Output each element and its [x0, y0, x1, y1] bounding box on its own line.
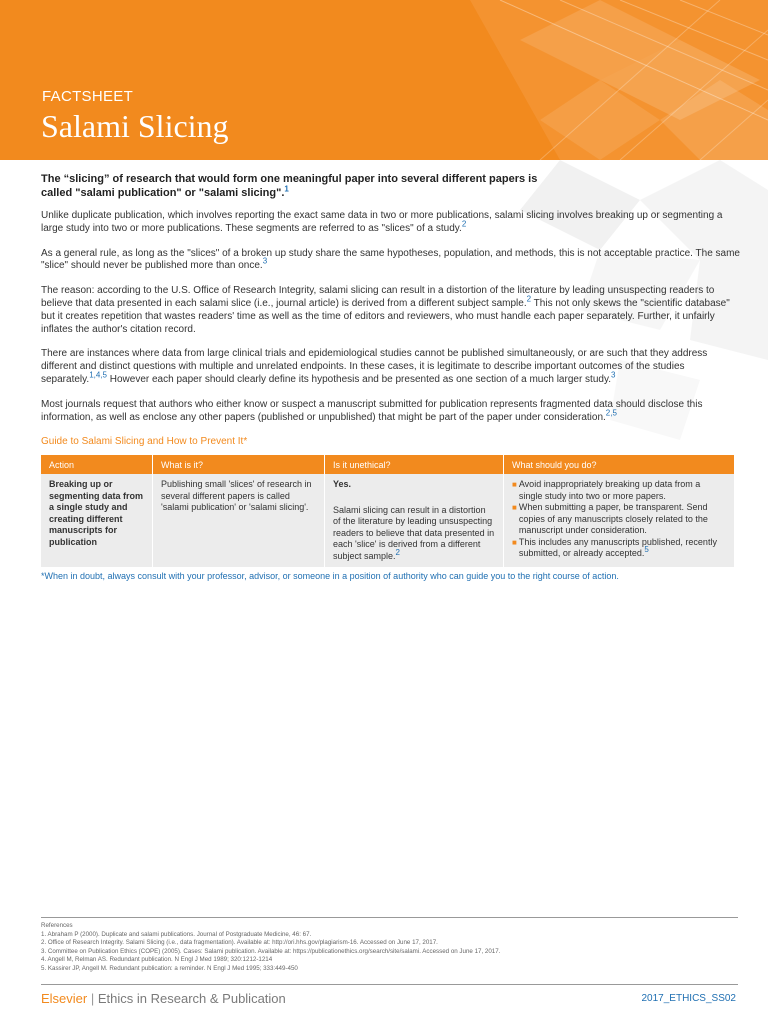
todo-item [512, 537, 726, 560]
paragraph [41, 399, 741, 425]
cell-action: Breaking up or segmenting data from a single study and creating different manuscripts for publication [41, 474, 153, 567]
citation-ref[interactable]: 1 [284, 184, 289, 194]
citation-ref[interactable]: 5 [644, 545, 649, 555]
guide-title: Guide to Salami Slicing and How to Prevent It* [41, 436, 248, 448]
todo-item [512, 479, 726, 502]
main-content [41, 172, 741, 581]
paragraph-text: However each paper should clearly define its hypothesis and be presented as one section of a much larger study. [106, 373, 611, 385]
page-footer [41, 984, 738, 1011]
citation-ref[interactable]: 2 [526, 294, 532, 304]
references-heading: References [41, 922, 73, 929]
citation-ref[interactable]: 3 [610, 370, 616, 380]
citation-ref[interactable]: 2 [461, 219, 467, 229]
square-bullet-icon: ■ [512, 480, 517, 490]
column-header-todo: What should you do? [504, 455, 735, 474]
guide-footnote: *When in doubt, always consult with your professor, advisor, or someone in a position of authority who can guide you to the right course of action. [41, 571, 619, 582]
paragraph-text: Most journals request that authors who either know or suspect a manuscript submitted for publication represents fragmented data should disclose this information, as well as enclose any other papers (published or unpublished) that might be part of the paper under consideration. [41, 398, 703, 423]
lead-paragraph [41, 172, 541, 200]
citation-ref[interactable]: 2,5 [605, 408, 617, 418]
footer-series: Ethics in Research & Publication [97, 991, 286, 1006]
publisher-logo-text: Elsevier [41, 991, 88, 1006]
paragraph [41, 348, 741, 386]
reference-item: 1. Abraham P (2000). Duplicate and salami publications. Journal of Postgraduate Medicine, 46: 67. [41, 930, 312, 938]
todo-text: When submitting a paper, be transparent. Send copies of any manuscripts closely related to the manuscript under consideration. [518, 502, 708, 536]
reference-item: 5. Kassirer JP, Angell M. Redundant publication: a reminder. N Engl J Med 1995; 333:449-450 [41, 964, 298, 972]
table-row [41, 474, 735, 567]
citation-ref[interactable]: 3 [262, 257, 268, 267]
header-banner [0, 0, 768, 160]
paragraph [41, 248, 741, 274]
paragraph-text: There are instances where data from large clinical trials and epidemiological studies cannot be published simultaneously, or are such that they address different and distinct questions with multiple and unrelated endpoints. In these cases, it is legitimate to describe important outcomes of the studies separately. [41, 348, 708, 385]
paragraph-text: Unlike duplicate publication, which involves reporting the exact same data in two or more publications, salami slicing involves breaking up or segmenting a large study into two or more publications. These segments are referred to as "slices" of a study. [41, 210, 723, 234]
footer-separator: | [90, 991, 95, 1006]
document-label: FACTSHEET [42, 88, 134, 105]
reference-item: 3. Committee on Publication Ethics (COPE) (2005). Cases: Salami publication. Available at: https://publicationethics.org/search/site/salami. Accessed on June 17, 2017. [41, 947, 501, 955]
reference-item: 2. Office of Research Integrity. Salami Slicing (i.e., data fragmentation). Available at: http://ori.hhs.gov/plagiarism-16. Accessed on June 17, 2017. [41, 939, 438, 946]
paragraph [41, 285, 741, 336]
citation-ref[interactable]: 2 [395, 547, 400, 557]
guide-table [41, 455, 735, 567]
references-section [41, 917, 738, 973]
reference-item: 4. Angell M, Relman AS. Redundant publication. N Engl J Med 1989; 320:1212-1214 [41, 956, 273, 963]
todo-text: This includes any manuscripts published, recently submitted, or already accepted. [518, 536, 717, 559]
square-bullet-icon: ■ [512, 537, 517, 547]
paragraph [41, 210, 741, 236]
cell-what: Publishing small 'slices' of research in several different papers is called 'salami publication' or 'salami slicing'. [153, 474, 325, 567]
document-code: 2017_ETHICS_SS02 [641, 993, 736, 1004]
column-header-what: What is it? [153, 455, 325, 474]
paragraph-text: This not only skews the "scientific database" but it creates repetition that wastes readers' time as well as the time of editors and reviewers, who must handle each paper separately. Further, it unfairly inflates the author's citation record. [41, 297, 730, 335]
column-header-action: Action [41, 455, 153, 474]
footer-brand [41, 991, 286, 1006]
lead-text: The “slicing” of research that would form one meaningful paper into several different papers is called "salami publication" or "salami slicing". [41, 173, 538, 199]
paragraph-text: The reason: according to the U.S. Office of Research Integrity, salami slicing can result in a distortion of the literature by leading unsuspecting readers to believe that data presented in each salami slice (i.e., journal article) is derived from a different subject sample. [41, 285, 715, 309]
column-header-unethical: Is it unethical? [325, 455, 504, 474]
todo-item [512, 502, 726, 537]
todo-text: Avoid inappropriately breaking up data from a single study into two or more papers. [518, 479, 701, 501]
citation-ref[interactable]: 1,4,5 [89, 370, 107, 380]
page-title: Salami Slicing [41, 108, 229, 144]
unethical-verdict: Yes. [333, 479, 352, 490]
unethical-text: Salami slicing can result in a distortion of the literature by leading unsuspecting readers to believe that data presented in each 'slice' is derived from a different subject sample. [333, 504, 495, 561]
square-bullet-icon: ■ [512, 503, 517, 513]
table-header-row [41, 455, 735, 474]
cell-unethical [325, 474, 504, 567]
cell-todo [504, 474, 735, 567]
paragraph-text: As a general rule, as long as the "slices" of a broken up study share the same hypotheses, population, and methods, this is not acceptable practice. The same "slice" should never be published more than once. [41, 247, 740, 272]
